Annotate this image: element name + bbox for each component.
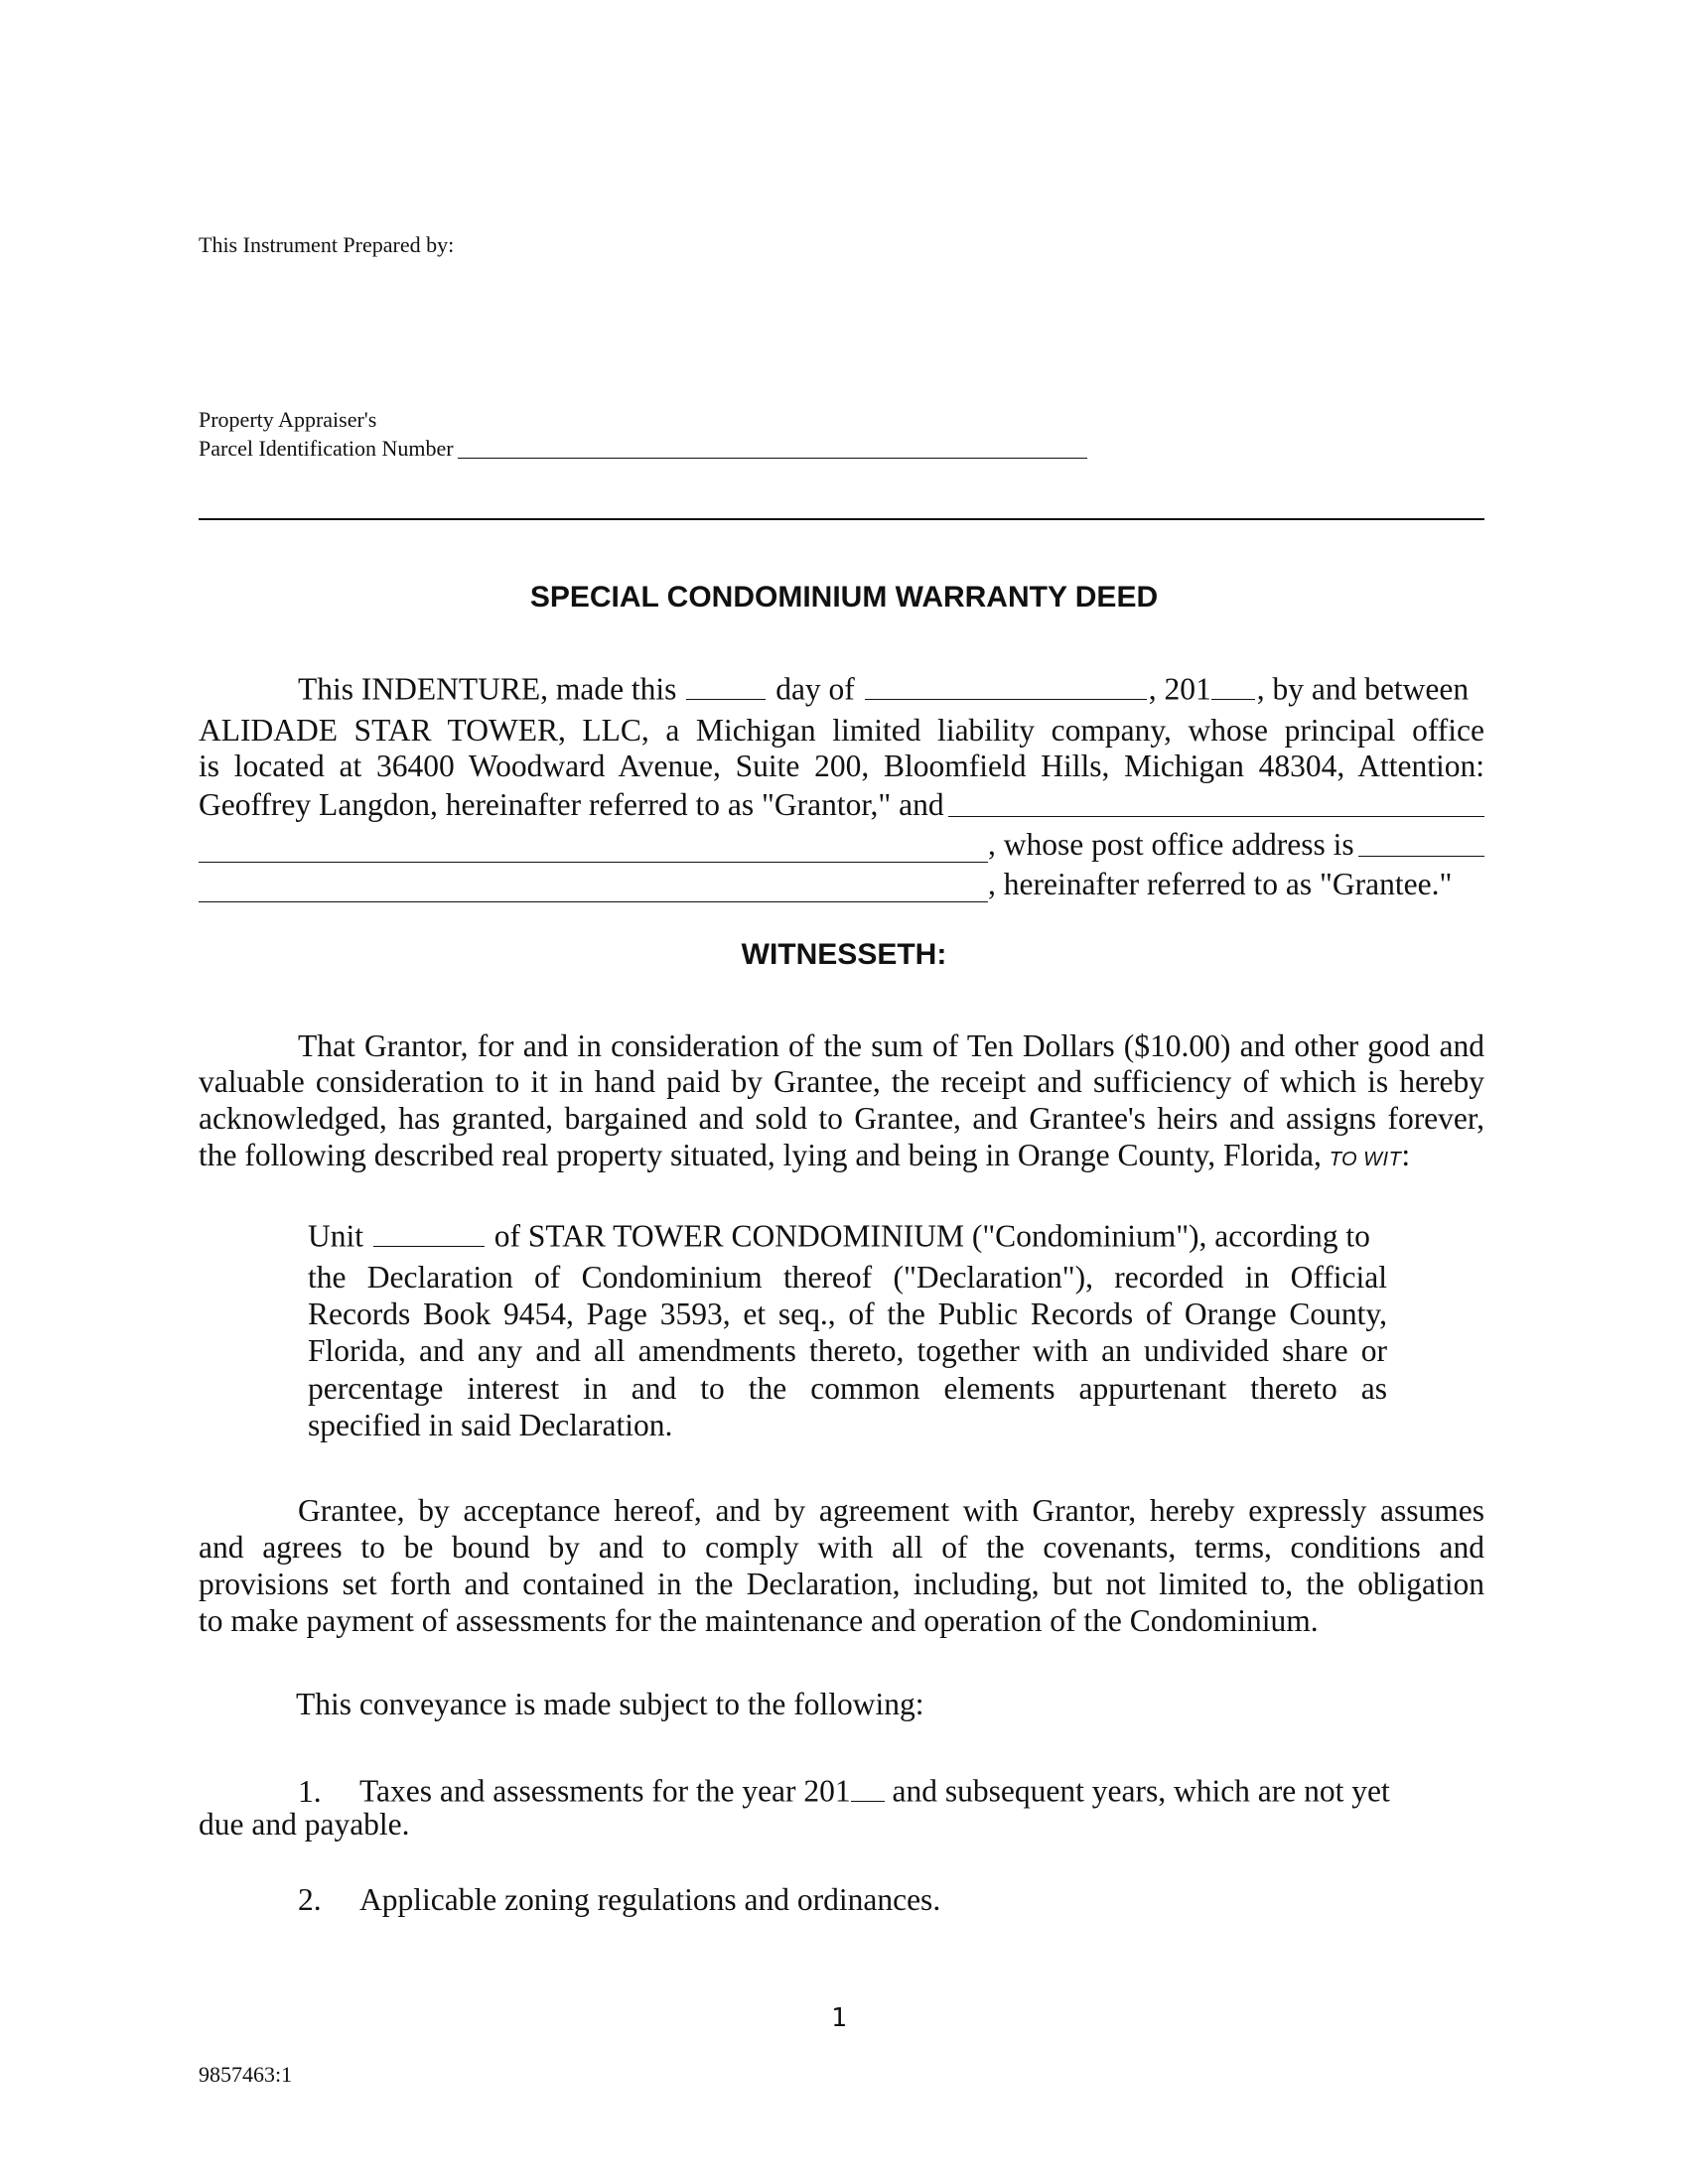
page-number: 1	[831, 2003, 847, 2033]
indenture-line-1	[298, 667, 1484, 708]
indenture-text: day of	[775, 671, 855, 707]
grantee-name-field-2[interactable]	[199, 830, 988, 863]
appraiser-label: Property Appraiser's	[199, 407, 377, 432]
indenture-text: Geoffrey Langdon, hereinafter referred to as "Grantor," and	[199, 786, 944, 822]
unit-line-6: specified in said Declaration.	[308, 1408, 673, 1442]
parcel-id-line	[199, 434, 1087, 464]
day-blank[interactable]	[686, 667, 766, 700]
witnesseth-heading: WITNESSETH:	[741, 938, 947, 971]
grantee-line-4: to make payment of assessments for the maintenance and operation of the Condominium.	[199, 1603, 1319, 1638]
document-title: SPECIAL CONDOMINIUM WARRANTY DEED	[529, 581, 1159, 614]
grantee-address-field-2[interactable]	[199, 871, 988, 903]
unit-line-3: Records Book 9454, Page 3593, et seq., of the Public Records of Orange County,	[308, 1297, 1387, 1331]
header-rule	[199, 518, 1484, 520]
grantee-line-2: and agrees to be bound by and to comply with all of the covenants, terms, conditions and	[199, 1530, 1484, 1565]
unit-text: of STAR TOWER CONDOMINIUM ("Condominium"), according to	[493, 1218, 1370, 1254]
item-number: 2.	[298, 1882, 322, 1917]
item-number: 1.	[298, 1773, 322, 1809]
to-wit-label: TO WIT	[1329, 1149, 1402, 1170]
unit-line-2: the Declaration of Condominium thereof ("Declaration"), recorded in Official	[308, 1260, 1387, 1295]
parcel-id-label: Parcel Identification Number	[199, 436, 454, 461]
document-id: 9857463:1	[199, 2062, 293, 2087]
prepared-by-label: This Instrument Prepared by:	[199, 232, 455, 257]
indenture-line-3: is located at 36400 Woodward Avenue, Suite 200, Bloomfield Hills, Michigan 48304, Attention:	[199, 749, 1484, 783]
indenture-text: , 201	[1148, 671, 1211, 707]
indenture-line-2: ALIDADE STAR TOWER, LLC, a Michigan limited liability company, whose principal office	[199, 713, 1484, 748]
consideration-line-3: acknowledged, has granted, bargained and sold to Grantee, and Grantee's heirs and assigns forever,	[199, 1101, 1484, 1136]
month-blank[interactable]	[865, 667, 1147, 700]
item-text: and subsequent years, which are not yet	[884, 1773, 1390, 1809]
consideration-line-2: valuable consideration to it in hand paid by Grantee, the receipt and sufficiency of which is hereby	[199, 1064, 1484, 1099]
indenture-text: This INDENTURE, made this	[298, 671, 677, 707]
grantee-name-field[interactable]	[948, 784, 1484, 817]
indenture-text: , whose post office address is	[988, 826, 1354, 862]
item-1	[298, 1769, 1489, 1810]
indenture-text: , by and between	[1256, 671, 1470, 707]
indenture-line-4	[199, 784, 1484, 823]
unit-number-blank[interactable]	[373, 1214, 485, 1247]
year-blank[interactable]	[1211, 667, 1255, 700]
consideration-line-1: That Grantor, for and in consideration of the sum of Ten Dollars ($10.00) and other good and	[298, 1028, 1484, 1063]
indenture-line-6	[199, 866, 1484, 902]
item-text: Taxes and assessments for the year 201	[359, 1773, 851, 1809]
parcel-id-field[interactable]	[458, 436, 1087, 459]
grantee-line-3: provisions set forth and contained in the Declaration, including, but not limited to, the obligation	[199, 1567, 1484, 1601]
tax-year-blank[interactable]	[851, 1769, 885, 1802]
colon: :	[1401, 1138, 1411, 1172]
indenture-text: , hereinafter referred to as "Grantee."	[988, 867, 1453, 901]
unit-label: Unit	[308, 1218, 364, 1254]
item-2	[298, 1881, 940, 1918]
item-1-continuation: due and payable.	[199, 1807, 410, 1842]
unit-line-1	[308, 1214, 1430, 1255]
grantee-line-1: Grantee, by acceptance hereof, and by agreement with Grantor, hereby expressly assumes	[298, 1493, 1484, 1528]
grantee-address-field[interactable]	[1358, 824, 1484, 857]
item-text: Applicable zoning regulations and ordinances.	[359, 1882, 941, 1917]
consideration-text: the following described real property situated, lying and being in Orange County, Florida,	[199, 1138, 1322, 1172]
consideration-line-4	[199, 1137, 1484, 1178]
subject-intro: This conveyance is made subject to the following:	[296, 1687, 924, 1721]
indenture-line-5	[199, 824, 1484, 863]
unit-line-4: Florida, and any and all amendments thereto, together with an undivided share or	[308, 1333, 1387, 1368]
unit-line-5: percentage interest in and to the common elements appurtenant thereto as	[308, 1371, 1387, 1406]
